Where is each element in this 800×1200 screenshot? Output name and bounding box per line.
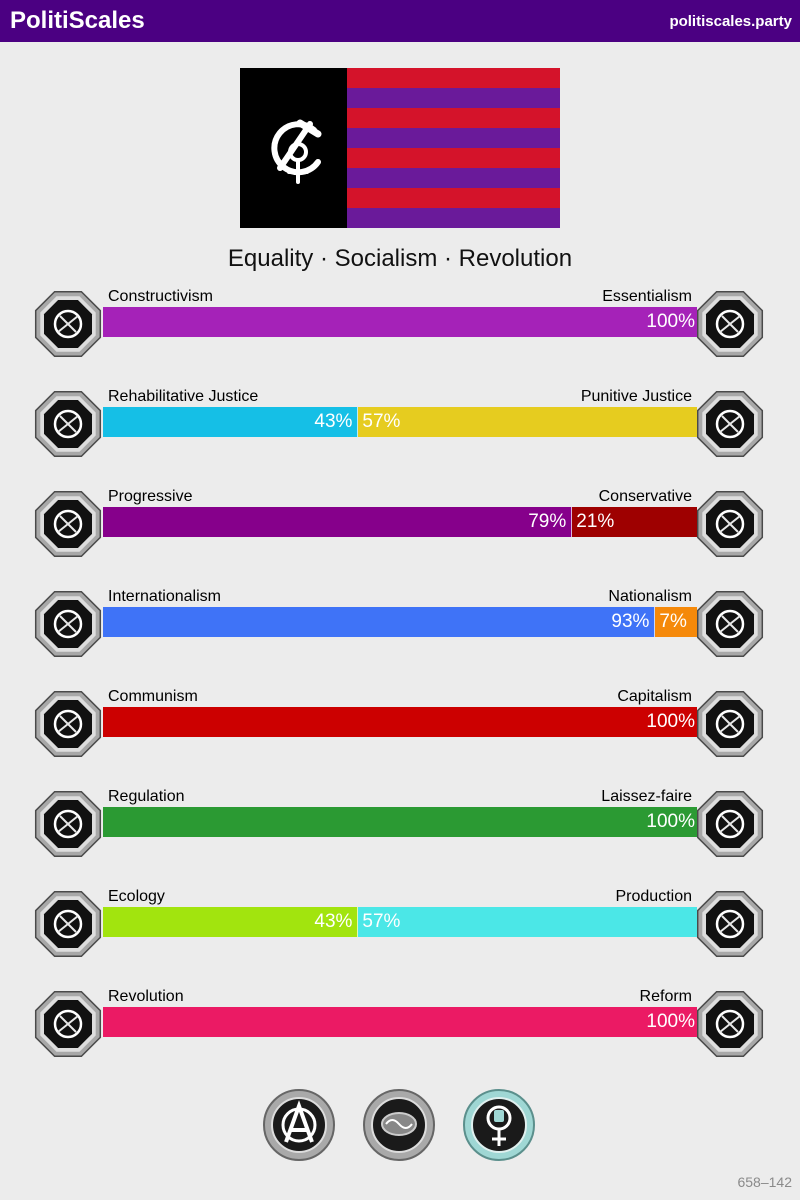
parliament-icon [694, 988, 766, 1060]
axis-method [0, 988, 800, 1068]
hammer-sickle-icon [32, 688, 104, 760]
axis-score-bar [103, 807, 697, 837]
axis-right-label: Production [615, 888, 692, 905]
axis-right-label: Nationalism [608, 588, 692, 605]
bar-segment-right [358, 407, 697, 437]
axis-right-label: Reform [639, 988, 692, 1005]
site-url-link[interactable]: politiscales.party [669, 13, 792, 30]
bar-segment-right [572, 507, 697, 537]
quill-pen-icon [694, 488, 766, 560]
axis-identity [0, 288, 800, 368]
segment-percent: 57% [362, 911, 401, 932]
axis-justice [0, 388, 800, 468]
bar-segment-full [103, 707, 697, 737]
axis-right-label: Capitalism [617, 688, 692, 705]
axis-right-label: Essentialism [602, 288, 692, 305]
segment-percent: 21% [576, 511, 615, 532]
axis-globalism [0, 588, 800, 668]
axis-score-bar [103, 507, 697, 537]
bar-segment-full [103, 1007, 697, 1037]
bar-segment-left [103, 507, 572, 537]
segment-percent: 100% [646, 811, 695, 832]
segment-percent: 43% [314, 911, 353, 932]
handshake-icon [32, 388, 104, 460]
axis-environment [0, 888, 800, 968]
money-bag-icon [694, 688, 766, 760]
axis-score-bar [103, 707, 697, 737]
segment-percent: 79% [528, 511, 567, 532]
axis-market [0, 788, 800, 868]
pragmatism-seal-icon[interactable] [362, 1088, 436, 1162]
bar-segment-full [103, 307, 697, 337]
axis-score-bar [103, 1007, 697, 1037]
top-bar [0, 0, 800, 42]
axis-left-label: Communism [108, 688, 198, 705]
anarchism-seal-icon[interactable] [262, 1088, 336, 1162]
waving-flag-icon [694, 588, 766, 660]
badge-row [0, 1088, 800, 1164]
flame-fist-icon [32, 988, 104, 1060]
segment-percent: 100% [646, 711, 695, 732]
axis-score-bar [103, 307, 697, 337]
axis-right-label: Conservative [598, 488, 692, 505]
sprout-sun-icon [32, 888, 104, 960]
segment-percent: 93% [611, 611, 650, 632]
butterflies-icon [694, 788, 766, 860]
axis-score-bar [103, 607, 697, 637]
axis-left-label: Revolution [108, 988, 184, 1005]
bar-segment-right [655, 607, 697, 637]
bar-segment-right [358, 907, 697, 937]
bar-segment-left [103, 607, 655, 637]
prison-bars-icon [694, 388, 766, 460]
ruler-square-icon [32, 788, 104, 860]
axis-score-bar [103, 407, 697, 437]
axis-left-label: Internationalism [108, 588, 221, 605]
axis-right-label: Laissez-faire [601, 788, 692, 805]
rocket-launch-icon [32, 488, 104, 560]
bar-segment-left [103, 907, 358, 937]
segment-percent: 43% [314, 411, 353, 432]
axis-left-label: Ecology [108, 888, 165, 905]
axis-culture [0, 488, 800, 568]
bar-segment-left [103, 407, 358, 437]
party-flag [240, 68, 560, 228]
bar-segment-full [103, 807, 697, 837]
segment-percent: 100% [646, 1011, 695, 1032]
flower-bloom-icon [694, 288, 766, 360]
axis-economy [0, 688, 800, 768]
result-code: 658–142 [737, 1174, 792, 1190]
slogan: Equality · Socialism · Revolution [227, 245, 573, 272]
globe-laurel-icon [32, 588, 104, 660]
gear-factory-icon [694, 888, 766, 960]
axis-left-label: Rehabilitative Justice [108, 388, 259, 405]
axis-right-label: Punitive Justice [580, 388, 692, 405]
axis-left-label: Constructivism [108, 288, 213, 305]
segment-percent: 100% [646, 311, 695, 332]
segment-percent: 57% [362, 411, 401, 432]
app-title[interactable]: PolitiScales [10, 7, 145, 34]
feminism-seal-icon[interactable] [462, 1088, 536, 1162]
axis-left-label: Regulation [108, 788, 185, 805]
axis-left-label: Progressive [108, 488, 193, 505]
axis-score-bar [103, 907, 697, 937]
eye-prism-icon [32, 288, 104, 360]
segment-percent: 7% [659, 611, 687, 632]
